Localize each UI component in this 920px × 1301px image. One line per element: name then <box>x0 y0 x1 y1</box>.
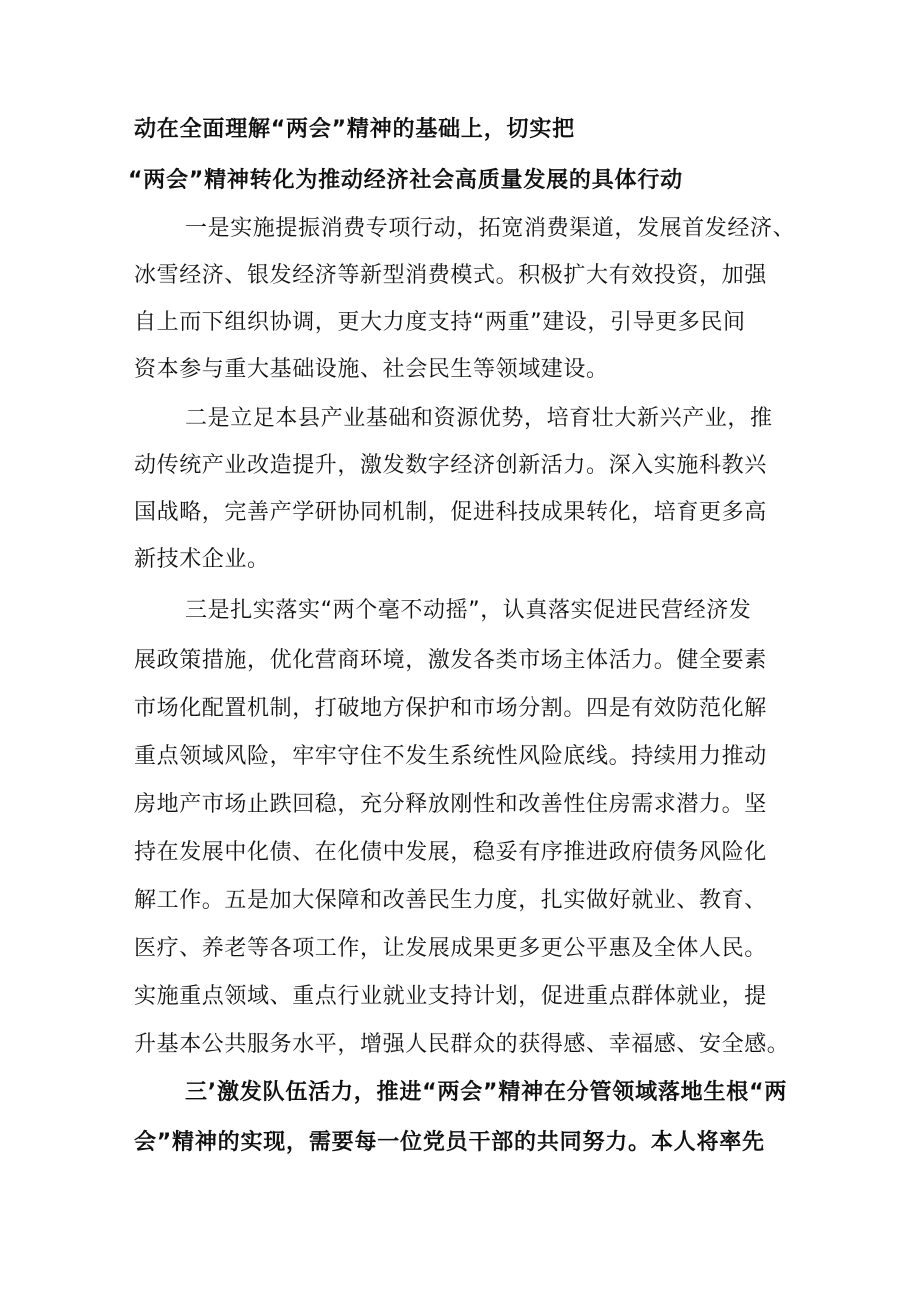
paragraph-3-line-2: 展政策措施，优化营商环境，激发各类市场主体活力。健全要素 <box>134 648 767 673</box>
paragraph-3-line-5: 房地产市场止跌回稳，充分释放刚性和改善性住房需求潜力。坚 <box>134 792 767 817</box>
paragraph-1-line-2: 冰雪经济、银发经济等新型消费模式。积极扩大有效投资，加强 <box>134 263 767 288</box>
heading-line-2: “两会”精神转化为推动经济社会高质量发展的具体行动 <box>128 168 683 193</box>
heading-line-1: 动在全面理解“两会”精神的基础上，切实把 <box>134 117 575 142</box>
paragraph-1-line-3: 自上而下组织协调，更大力度支持“两重”建设，引导更多民间 <box>134 310 746 335</box>
paragraph-3-line-1: 三是扎实落实“两个毫不动摇”，认真落实促进民营经济发 <box>185 598 752 623</box>
paragraph-2-line-3: 国战略，完善产学研协同机制，促进科技成果转化，培育更多高 <box>134 500 767 525</box>
paragraph-2-line-4: 新技术企业。 <box>134 547 270 572</box>
paragraph-3-line-7: 解工作。五是加大保障和改善民生力度，扎实做好就业、教育、 <box>134 888 767 913</box>
paragraph-3-line-10: 升基本公共服务水平，增强人民群众的获得感、幸福感、安全感。 <box>134 1032 790 1057</box>
paragraph-3-line-3: 市场化配置机制，打破地方保护和市场分割。四是有效防范化解 <box>134 696 767 721</box>
section-heading-line-1: 三’激发队伍活力，推进“两会”精神在分管领域落地生根“两 <box>185 1080 788 1105</box>
paragraph-1-line-1: 一是实施提振消费专项行动，拓宽消费渠道，发展首发经济、 <box>185 216 796 241</box>
paragraph-3-line-8: 医疗、养老等各项工作，让发展成果更多更公平惠及全体人民。 <box>134 936 767 961</box>
paragraph-1-line-4: 资本参与重大基础设施、社会民生等领域建设。 <box>134 357 609 382</box>
paragraph-2-line-1: 二是立足本县产业基础和资源优势，培育壮大新兴产业，推 <box>185 406 773 431</box>
paragraph-3-line-9: 实施重点领域、重点行业就业支持计划，促进重点群体就业，提 <box>134 984 767 1009</box>
paragraph-3-line-6: 持在发展中化债、在化债中发展，稳妥有序推进政府债务风险化 <box>134 840 767 865</box>
paragraph-3-line-4: 重点领域风险，牢牢守住不发生系统性风险底线。持续用力推动 <box>134 744 767 769</box>
paragraph-2-line-2: 动传统产业改造提升，激发数字经济创新活力。深入实施科教兴 <box>134 453 767 478</box>
section-heading-line-2: 会”精神的实现，需要每一位党员干部的共同努力。本人将率先 <box>134 1130 765 1155</box>
